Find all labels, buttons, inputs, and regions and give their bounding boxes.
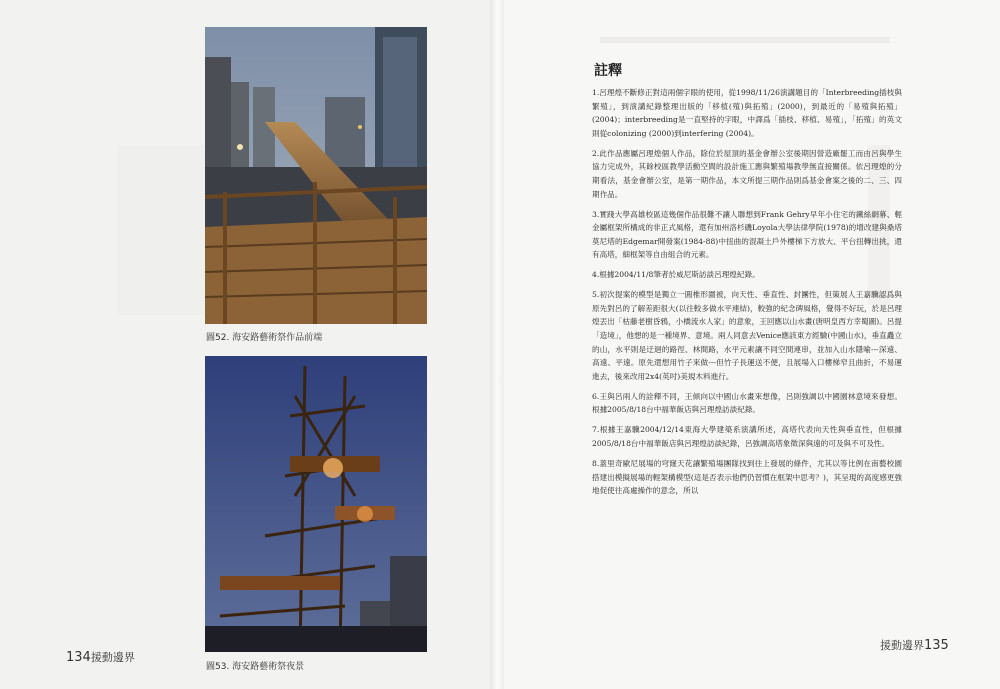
left-folio [66, 649, 135, 665]
figure-52-photo [205, 27, 427, 324]
note-item: 8.蓋里奇歐尼展場的穹窿天花讓繁殖場團隊找到往上發展的條件，尤其以等比例在南藝校園搭建出模擬展場的輕架構模型(這是否表示他們仍習慣在框架中思考？)，其呈現的高度感更強地促使往高處操作的意念，所以 [592, 458, 902, 496]
page-number: 134 [66, 650, 91, 665]
show-through-shadow [600, 37, 890, 43]
note-item: 4.根據2004/11/8筆者於威尼斯訪談呂理煌紀錄。 [592, 270, 760, 280]
page-number: 135 [924, 638, 949, 653]
right-folio [880, 637, 949, 653]
notes-list [592, 86, 902, 504]
note-item: 7.根據王嘉驥2004/12/14東海大學建築系演講所述，高塔代表向天性與垂直性，但根據2005/8/18台中福華飯店與呂理煌訪談紀錄，呂強調高塔象徵深與遠的可及與不可及性。 [592, 425, 902, 448]
book-gutter [490, 0, 504, 689]
notes-heading: 註釋 [594, 63, 622, 79]
running-title: 援動邊界 [880, 639, 924, 652]
note-item: 3.實踐大學高雄校區這幾個作品很難不讓人聯想到Frank Gehry早年小住宅的鐵絲網幕、輕金屬框架所構成的非正式風格，還有加州洛杉磯Loyola大學法律學院(1978)的增改建與桑塔莫尼塔的Edgemar開發案(1984-88)中扭曲的混凝土戶外樓梯下方放大、平台扭轉出挑，還有高塔，細框架等自由組合的元素。 [592, 209, 902, 260]
figure-53-photo [205, 356, 427, 652]
note-item: 5.初次提案的模型是獨立一圓椎形圍被，向天性、垂直性、封團性，但策展人王嘉驥認爲與原先對呂的了解差距很大(以往較多做水平連結)，較強的紀念碑風格，覺得不好玩，於是呂理煌丟出「枯藤老樹昏鴉，小橋流水人家」的意象，王回應以山水畫(唐明皇西方幸蜀圖)。呂提「造境」，他想的是一種境界、意境。兩人同意去Venice應該東方經驗(中國山水)，垂直矗立的山，水平則是迂迴的路徑、林間路，水平元素讓不同空間連串，並加入山水隱喻---深遠、高遠、平遠。原先還想用竹子來做---但竹子長運送不便，且展場入口樓梯窄且曲折，不易運進去，後來改用2x4(英吋)美規木料進行。 [592, 290, 902, 381]
running-title: 援動邊界 [90, 651, 135, 664]
note-item: 1.呂理煌不斷修正對這兩個字眼的使用，從1998/11/26演講題目的「Interbreeding插枝與繁殖」，到演講紀錄整理出版的「移植(殖)與拓殖」(2000)，到最近的「易殖與拓殖」(2004)；interbreeding是一直堅持的字眼，中譯爲「插枝、移植、易殖」，「拓殖」的英文則從colonizing (2000)到interfering (2004)。 [592, 88, 902, 138]
note-item: 2.此作品應屬呂理煌個人作品，除位於屋頂的基金會辦公室後期因營造廠罷工而由呂與學生協力完成外，其餘校區教學活動空間的設計施工應與繁殖場教學無直接關係。依呂理煌的分期看法，基金會辦公室，是第一期作品，本文所提三期作品則爲基金會案之後的二、三、四期作品。 [592, 148, 902, 199]
figure-53-caption: 圖53. 海安路藝術祭夜景 [206, 662, 305, 672]
figure-52-caption: 圖52. 海安路藝術祭作品前端 [206, 333, 323, 343]
note-item: 6.王與呂兩人的詮釋不同，王傾向以中國山水畫來想像，呂則強調以中國園林意境來發想。根據2005/8/18台中福華飯店與呂理煌訪談紀錄。 [592, 391, 902, 415]
